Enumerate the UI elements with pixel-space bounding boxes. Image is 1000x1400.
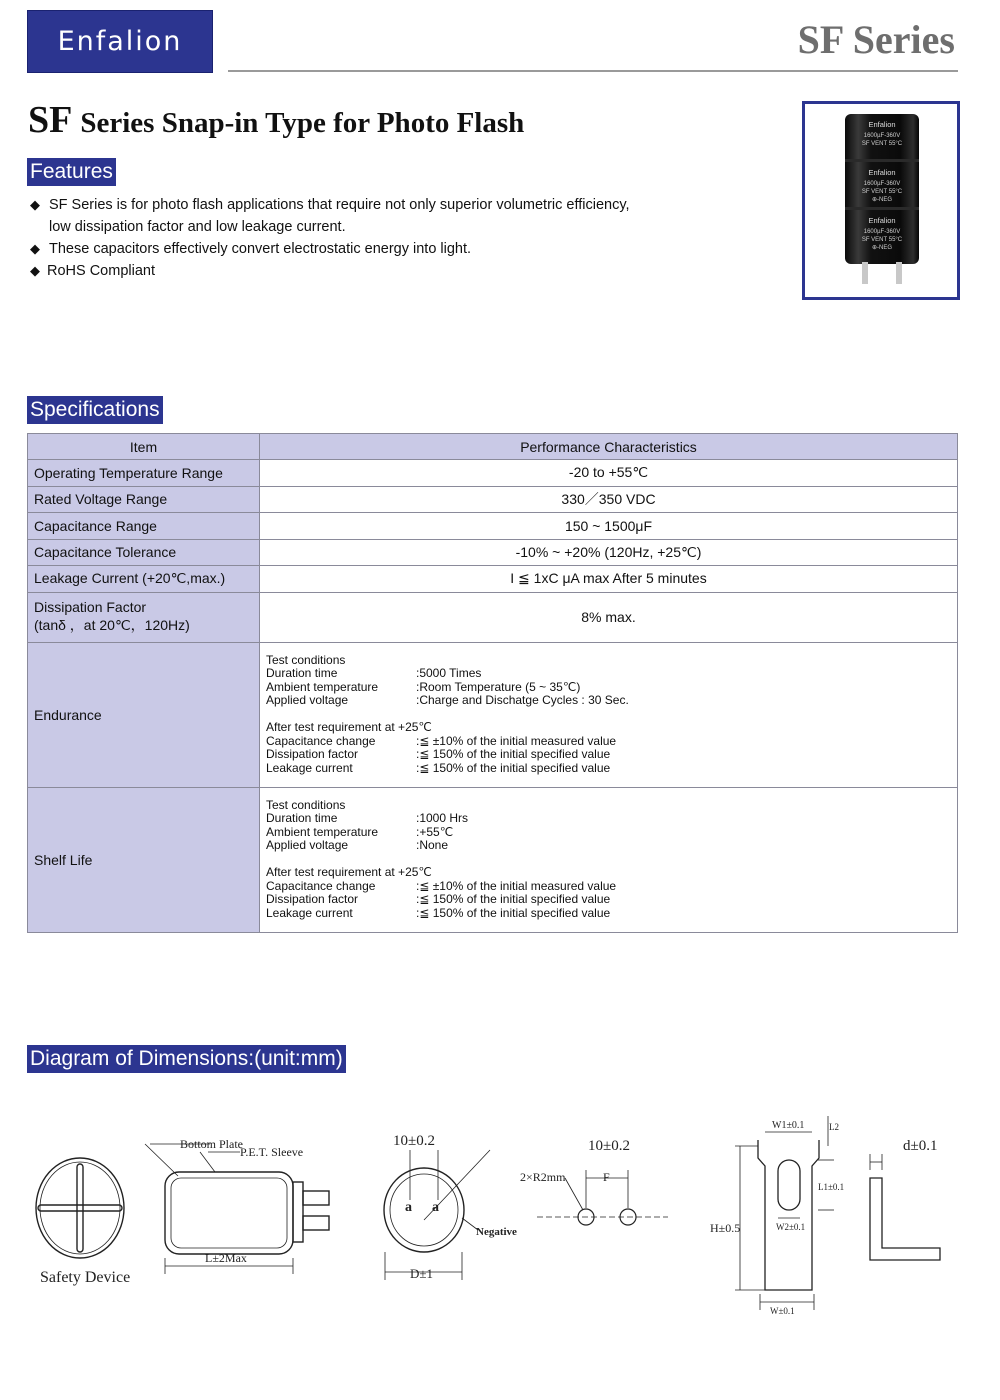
endurance-conditions bbox=[260, 642, 958, 787]
condition-key: Ambient temperature bbox=[266, 824, 379, 839]
row-value: 330／350 VDC bbox=[260, 486, 958, 513]
condition-value: :+55℃ bbox=[416, 824, 454, 839]
w2-label: W2±0.1 bbox=[776, 1222, 806, 1232]
pitch-label: 10±0.2 bbox=[393, 1133, 435, 1149]
requirement-value: :≦ 150% of the initial specified value bbox=[416, 905, 611, 920]
w-label: W±0.1 bbox=[770, 1306, 795, 1316]
condition-key: Applied voltage bbox=[266, 838, 349, 853]
requirement-row bbox=[266, 748, 951, 762]
condition-row bbox=[266, 667, 951, 681]
condition-key: Duration time bbox=[266, 666, 338, 681]
diamond-bullet-icon: ◆ bbox=[30, 241, 40, 256]
row-value: 150 ~ 1500μF bbox=[260, 513, 958, 540]
l2-label: L2 bbox=[829, 1122, 839, 1132]
photo-vent: SF VENT 55°C bbox=[861, 189, 903, 195]
requirement-row bbox=[266, 880, 951, 894]
length-label: L±2Max bbox=[205, 1251, 247, 1265]
requirement-key: Capacitance change bbox=[266, 733, 376, 748]
terminal-symbol: a bbox=[432, 1200, 439, 1215]
requirement-value: :≦ 150% of the initial specified value bbox=[416, 760, 611, 775]
specifications-table bbox=[27, 433, 958, 933]
requirement-key: Capacitance change bbox=[266, 878, 376, 893]
conditions-title: Test conditions bbox=[266, 652, 346, 667]
photo-brand: Enfalion bbox=[868, 120, 896, 129]
feature-item bbox=[30, 194, 670, 238]
requirement-row bbox=[266, 907, 951, 921]
diagram-heading: Diagram of Dimensions:(unit:mm) bbox=[27, 1045, 346, 1073]
condition-value: :Charge and Dischatge Cycles : 30 Sec. bbox=[416, 693, 629, 708]
requirement-value: :≦ ±10% of the initial measured value bbox=[416, 878, 617, 893]
condition-value: :1000 Hrs bbox=[416, 811, 469, 826]
w1-label: W1±0.1 bbox=[772, 1120, 805, 1131]
pitch-label: 10±0.2 bbox=[588, 1138, 630, 1154]
photo-brand: Enfalion bbox=[868, 168, 896, 177]
requirement-value: :≦ ±10% of the initial measured value bbox=[416, 733, 617, 748]
logo-text: Enfalion bbox=[57, 26, 183, 57]
page-title bbox=[28, 98, 524, 142]
condition-key: Applied voltage bbox=[266, 693, 349, 708]
condition-row bbox=[266, 839, 951, 853]
negative-label: Negative bbox=[476, 1226, 517, 1238]
terminal-symbol: a bbox=[405, 1200, 412, 1215]
condition-row bbox=[266, 826, 951, 840]
condition-value: :Room Temperature (5 ~ 35℃) bbox=[416, 679, 581, 694]
title-rest: Series Snap-in Type for Photo Flash bbox=[80, 107, 525, 139]
shelf-life-conditions bbox=[260, 787, 958, 932]
condition-row bbox=[266, 812, 951, 826]
condition-key: Ambient temperature bbox=[266, 679, 379, 694]
feature-item bbox=[30, 238, 670, 260]
requirement-row bbox=[266, 762, 951, 776]
table-row-endurance bbox=[28, 642, 958, 787]
bottom-plate-label: Bottom Plate bbox=[180, 1137, 243, 1151]
features-heading: Features bbox=[27, 158, 116, 186]
row-value: I ≦ 1xC μA max After 5 minutes bbox=[260, 566, 958, 593]
row-item-line: (tanδ ，at 20℃，120Hz) bbox=[34, 617, 190, 633]
photo-vent: SF VENT 55°C bbox=[861, 237, 903, 243]
row-item-line: Dissipation Factor bbox=[34, 599, 147, 615]
photo-vent: SF VENT 55°C bbox=[861, 141, 903, 147]
row-item: Shelf Life bbox=[28, 787, 260, 932]
table-row bbox=[28, 486, 958, 513]
requirement-key: Dissipation factor bbox=[266, 892, 359, 907]
row-value: -10% ~ +20% (120Hz, +25℃) bbox=[260, 539, 958, 566]
series-heading: SF Series bbox=[797, 17, 955, 62]
condition-key: Duration time bbox=[266, 811, 338, 826]
header-performance: Performance Characteristics bbox=[260, 434, 958, 460]
condition-value: :None bbox=[416, 838, 449, 853]
requirement-value: :≦ 150% of the initial specified value bbox=[416, 747, 611, 762]
header-item: Item bbox=[28, 434, 260, 460]
header-divider bbox=[228, 70, 958, 72]
row-value: -20 to +55℃ bbox=[260, 460, 958, 487]
table-row bbox=[28, 460, 958, 487]
photo-rating: 1600µF-360V bbox=[863, 229, 901, 235]
requirement-key: Dissipation factor bbox=[266, 747, 359, 762]
photo-neg: ⊕-NEG bbox=[871, 197, 893, 203]
feature-text: low dissipation factor and low leakage current. bbox=[49, 219, 346, 235]
hole-label: 2×R2mm bbox=[520, 1170, 566, 1184]
row-item bbox=[28, 592, 260, 642]
product-photo bbox=[802, 101, 960, 300]
brand-logo bbox=[27, 10, 213, 73]
table-row bbox=[28, 513, 958, 540]
conditions-title: Test conditions bbox=[266, 797, 346, 812]
feature-text: SF Series is for photo flash applications that require not only superior volumetric efficiency, bbox=[49, 197, 630, 213]
condition-row bbox=[266, 681, 951, 695]
requirement-key: Leakage current bbox=[266, 905, 353, 920]
pet-sleeve-label: P.E.T. Sleeve bbox=[240, 1145, 304, 1159]
table-header-row bbox=[28, 434, 958, 460]
features-list bbox=[30, 194, 670, 282]
requirement-key: Leakage current bbox=[266, 760, 353, 775]
title-prefix: SF bbox=[28, 99, 73, 141]
d-label: d±0.1 bbox=[903, 1138, 938, 1154]
top-view bbox=[384, 1150, 490, 1280]
after-test-title: After test requirement at +25℃ bbox=[266, 865, 432, 879]
photo-rating: 1600µF-360V bbox=[863, 181, 901, 187]
feature-item bbox=[30, 260, 670, 282]
diameter-label: D±1 bbox=[410, 1266, 434, 1281]
photo-rating: 1600µF-360V bbox=[863, 133, 901, 139]
table-row bbox=[28, 592, 958, 642]
table-row bbox=[28, 566, 958, 593]
specifications-heading: Specifications bbox=[27, 396, 163, 424]
row-item: Operating Temperature Range bbox=[28, 460, 260, 487]
row-item: Rated Voltage Range bbox=[28, 486, 260, 513]
feature-text: These capacitors effectively convert electrostatic energy into light. bbox=[49, 241, 472, 257]
row-item: Capacitance Range bbox=[28, 513, 260, 540]
table-row bbox=[28, 539, 958, 566]
diamond-bullet-icon: ◆ bbox=[30, 197, 40, 212]
capacitor-image bbox=[805, 104, 957, 297]
h-label: H±0.5 bbox=[710, 1221, 741, 1235]
diamond-bullet-icon: ◆ bbox=[30, 263, 40, 278]
condition-row bbox=[266, 694, 951, 708]
l1-label: L1±0.1 bbox=[818, 1182, 845, 1192]
feature-text: RoHS Compliant bbox=[47, 263, 155, 279]
row-item: Capacitance Tolerance bbox=[28, 539, 260, 566]
f-label: F bbox=[603, 1170, 610, 1184]
after-test-title: After test requirement at +25℃ bbox=[266, 720, 432, 734]
requirement-value: :≦ 150% of the initial specified value bbox=[416, 892, 611, 907]
row-item: Leakage Current (+20℃,max.) bbox=[28, 566, 260, 593]
row-value: 8% max. bbox=[260, 592, 958, 642]
table-row-shelf-life bbox=[28, 787, 958, 932]
photo-brand: Enfalion bbox=[868, 216, 896, 225]
photo-neg: ⊕-NEG bbox=[871, 245, 893, 251]
row-item: Endurance bbox=[28, 642, 260, 787]
safety-device-label: Safety Device bbox=[40, 1269, 131, 1286]
requirement-row bbox=[266, 735, 951, 749]
dimension-diagram bbox=[0, 1090, 1000, 1330]
condition-value: :5000 Times bbox=[416, 666, 482, 681]
requirement-row bbox=[266, 893, 951, 907]
safety-device-view bbox=[36, 1158, 124, 1258]
